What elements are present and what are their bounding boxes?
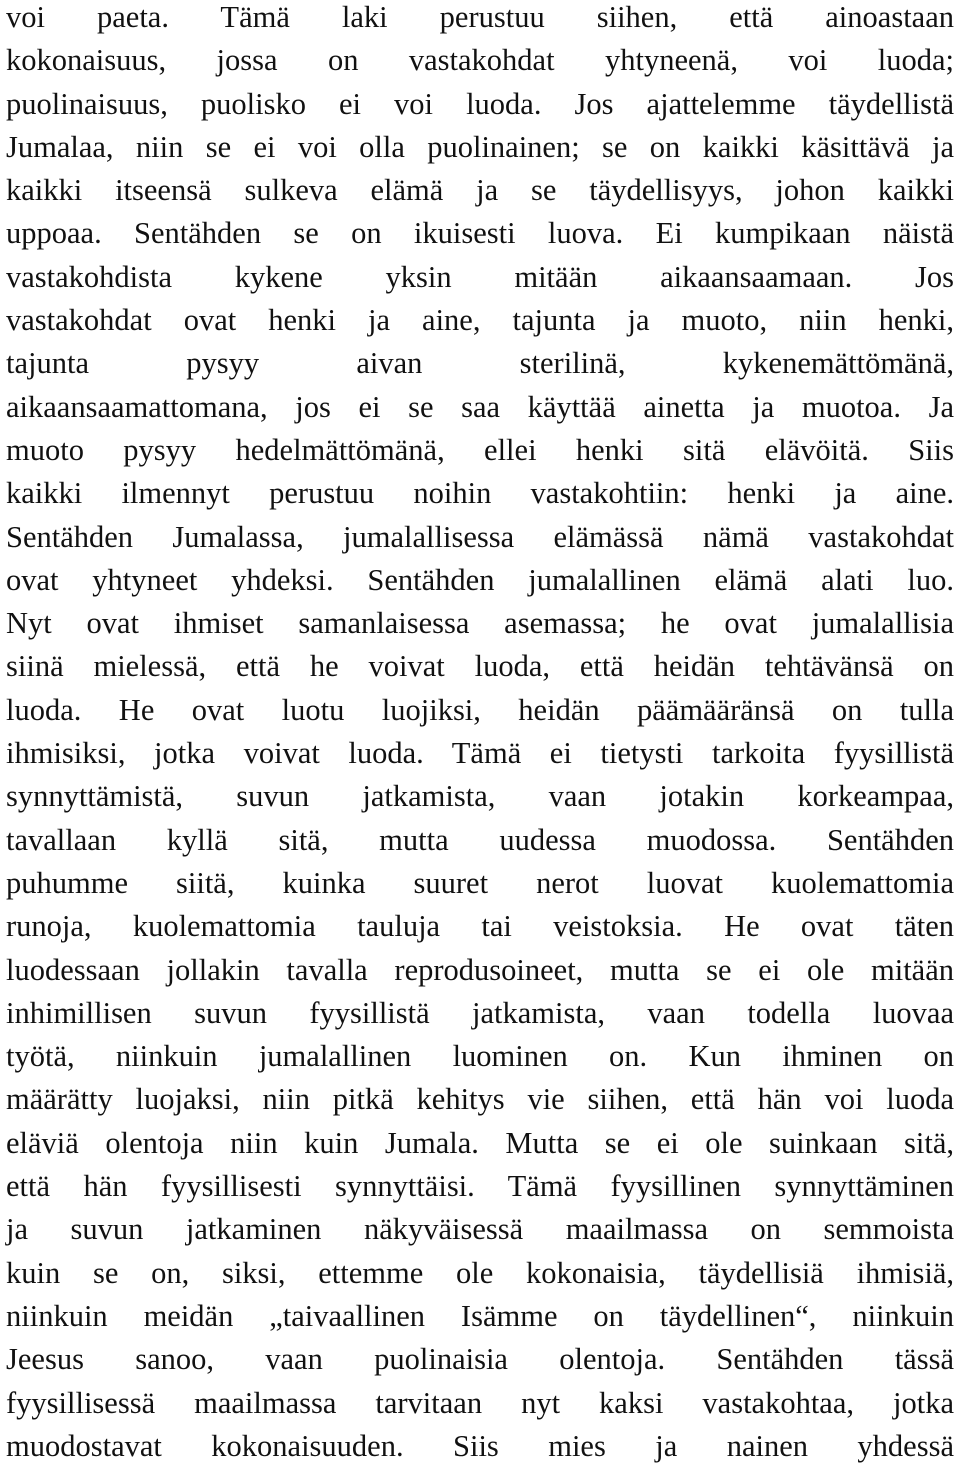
text-line: fyysillisessä maailmassa tarvitaan nyt kaksi vastakohtaa, jotka [6, 1385, 954, 1420]
text-line: Nyt ovat ihmiset samanlaisessa asemassa; he ovat jumalallisia [6, 606, 954, 641]
text-line: siinä mielessä, että he voivat luoda, että heidän tehtävänsä on [6, 649, 954, 684]
text-line: vastakohdat ovat henki ja aine, tajunta ja muoto, niin henki, [6, 303, 954, 338]
text-line: Jumalaa, niin se ei voi olla puolinainen; se on kaikki käsittävä ja [6, 129, 954, 164]
text-line: puolinaisuus, puolisko ei voi luoda. Jos ajattelemme täydellistä [6, 86, 954, 121]
text-line: aikaansaamattomana, jos ei se saa käyttää ainetta ja muotoa. Ja [6, 389, 954, 424]
text-line: uppoaa. Sentähden se on ikuisesti luova. Ei kumpikaan näistä [6, 216, 954, 251]
text-line: kokonaisuus, jossa on vastakohdat yhtyneenä, voi luoda; [6, 43, 954, 78]
text-line: voi paeta. Tämä laki perustuu siihen, että ainoastaan [6, 0, 954, 34]
text-line: vastakohdista kykene yksin mitään aikaansaamaan. Jos [6, 259, 954, 294]
text-line: runoja, kuolemattomia tauluja tai veistoksia. He ovat täten [6, 909, 954, 944]
text-line: kaikki ilmennyt perustuu noihin vastakohtiin: henki ja aine. [6, 476, 954, 511]
text-line: eläviä olentoja niin kuin Jumala. Mutta se ei ole suinkaan sitä, [6, 1125, 954, 1160]
text-line: muoto pysyy hedelmättömänä, ellei henki sitä elävöitä. Siis [6, 432, 954, 467]
text-line: Sentähden Jumalassa, jumalallisessa elämässä nämä vastakohdat [6, 519, 954, 554]
text-line: muodostavat kokonaisuuden. Siis mies ja nainen yhdessä [6, 1428, 954, 1463]
text-line: työtä, niinkuin jumalallinen luominen on. Kun ihminen on [6, 1039, 954, 1074]
document-page [6, 0, 954, 1468]
text-line: synnyttämistä, suvun jatkamista, vaan jotakin korkeampaa, [6, 779, 954, 814]
text-line: niinkuin meidän „taivaallinen Isämme on täydellinen“, niinkuin [6, 1298, 954, 1333]
text-line: ja suvun jatkaminen näkyväisessä maailmassa on semmoista [6, 1212, 954, 1247]
text-line: Jeesus sanoo, vaan puolinaisia olentoja. Sentähden tässä [6, 1342, 954, 1377]
text-line: ovat yhtyneet yhdeksi. Sentähden jumalallinen elämä alati luo. [6, 562, 954, 597]
text-line: luodessaan jollakin tavalla reprodusoineet, mutta se ei ole mitään [6, 952, 954, 987]
text-line: kaikki itseensä sulkeva elämä ja se täydellisyys, johon kaikki [6, 173, 954, 208]
text-line: luoda. He ovat luotu luojiksi, heidän päämääränsä on tulla [6, 692, 954, 727]
text-line: puhumme siitä, kuinka suuret nerot luovat kuolemattomia [6, 865, 954, 900]
text-line: määrätty luojaksi, niin pitkä kehitys vie siihen, että hän voi luoda [6, 1082, 954, 1117]
text-line: että hän fyysillisesti synnyttäisi. Tämä fyysillinen synnyttäminen [6, 1169, 954, 1204]
text-line: tajunta pysyy aivan sterilinä, kykenemättömänä, [6, 346, 954, 381]
text-line: inhimillisen suvun fyysillistä jatkamista, vaan todella luovaa [6, 995, 954, 1030]
text-line: kuin se on, siksi, ettemme ole kokonaisia, täydellisiä ihmisiä, [6, 1255, 954, 1290]
text-line: tavallaan kyllä sitä, mutta uudessa muodossa. Sentähden [6, 822, 954, 857]
text-line: ihmisiksi, jotka voivat luoda. Tämä ei tietysti tarkoita fyysillistä [6, 736, 954, 771]
